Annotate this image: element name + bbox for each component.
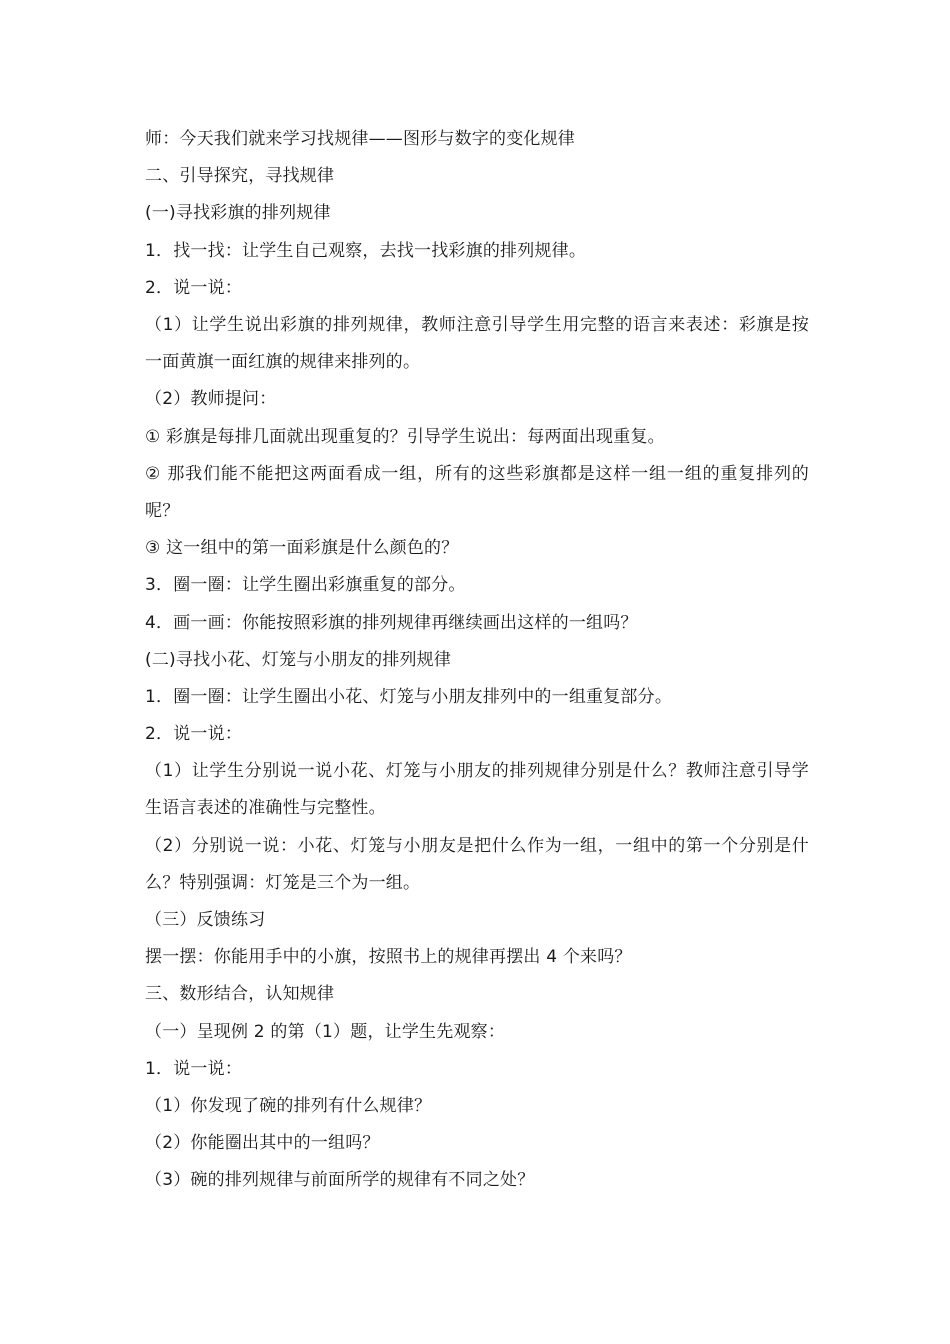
step-say-2: 2．说一说： xyxy=(145,724,243,745)
question-3: ③ 这一组中的第一面彩旗是什么颜色的？ xyxy=(145,538,459,559)
teacher-intro-line: 师：今天我们就来学习找规律——图形与数字的变化规律 xyxy=(145,129,575,149)
group-explain-paragraph: （2）分别说一说：小花、灯笼与小朋友是把什么作为一组，一组中的第一个分别是什么？特别强调：灯笼是三个为一组。 xyxy=(145,835,809,893)
step-circle: 3．圈一圈：让学生圈出彩旗重复的部分。 xyxy=(145,575,466,596)
subsection-heading-flowers: (二)寻找小花、灯笼与小朋友的排列规律 xyxy=(145,649,452,670)
question-2: ② 那我们能不能把这两面看成一组，所有的这些彩旗都是这样一组一组的重复排列的呢？ xyxy=(145,463,809,521)
question-1: ① 彩旗是每排几面就出现重复的？引导学生说出：每两面出现重复。 xyxy=(145,426,665,447)
step-find: 1．找一找：让学生自己观察，去找一找彩旗的排列规律。 xyxy=(145,240,587,261)
bowl-question-1: （1）你发现了碗的排列有什么规律？ xyxy=(145,1096,432,1116)
flower-rule-paragraph: （1）让学生分别说一说小花、灯笼与小朋友的排列规律分别是什么？教师注意引导学生语言表述的准确性与完整性。 xyxy=(145,761,809,819)
document-body xyxy=(145,121,809,1200)
bowl-question-2: （2）你能圈出其中的一组吗？ xyxy=(145,1133,380,1154)
subsection-heading-flags: (一)寻找彩旗的排列规律 xyxy=(145,203,331,224)
step-say-3: 1．说一说： xyxy=(145,1058,243,1079)
feedback-task: 摆一摆：你能用手中的小旗，按照书上的规律再摆出 4 个来吗？ xyxy=(145,947,632,968)
section-heading-2: 二、引导探究，寻找规律 xyxy=(145,166,335,187)
feedback-heading: （三）反馈练习 xyxy=(145,910,266,931)
step-draw: 4．画一画：你能按照彩旗的排列规律再继续画出这样的一组吗？ xyxy=(145,612,638,633)
bowl-question-3: （3）碗的排列规律与前面所学的规律有不同之处？ xyxy=(145,1170,535,1191)
teacher-question-heading: （2）教师提问： xyxy=(145,389,277,410)
example-2-intro: （一）呈现例 2 的第（1）题，让学生先观察： xyxy=(145,1021,506,1042)
step-circle-group: 1．圈一圈：让学生圈出小花、灯笼与小朋友排列中的一组重复部分。 xyxy=(145,686,673,707)
step-say: 2．说一说： xyxy=(145,277,243,298)
section-heading-3: 三、数形结合，认知规律 xyxy=(145,984,335,1005)
flag-rule-paragraph: （1）让学生说出彩旗的排列规律，教师注意引导学生用完整的语言来表述：彩旗是按一面黄旗一面红旗的规律来排列的。 xyxy=(145,314,809,373)
